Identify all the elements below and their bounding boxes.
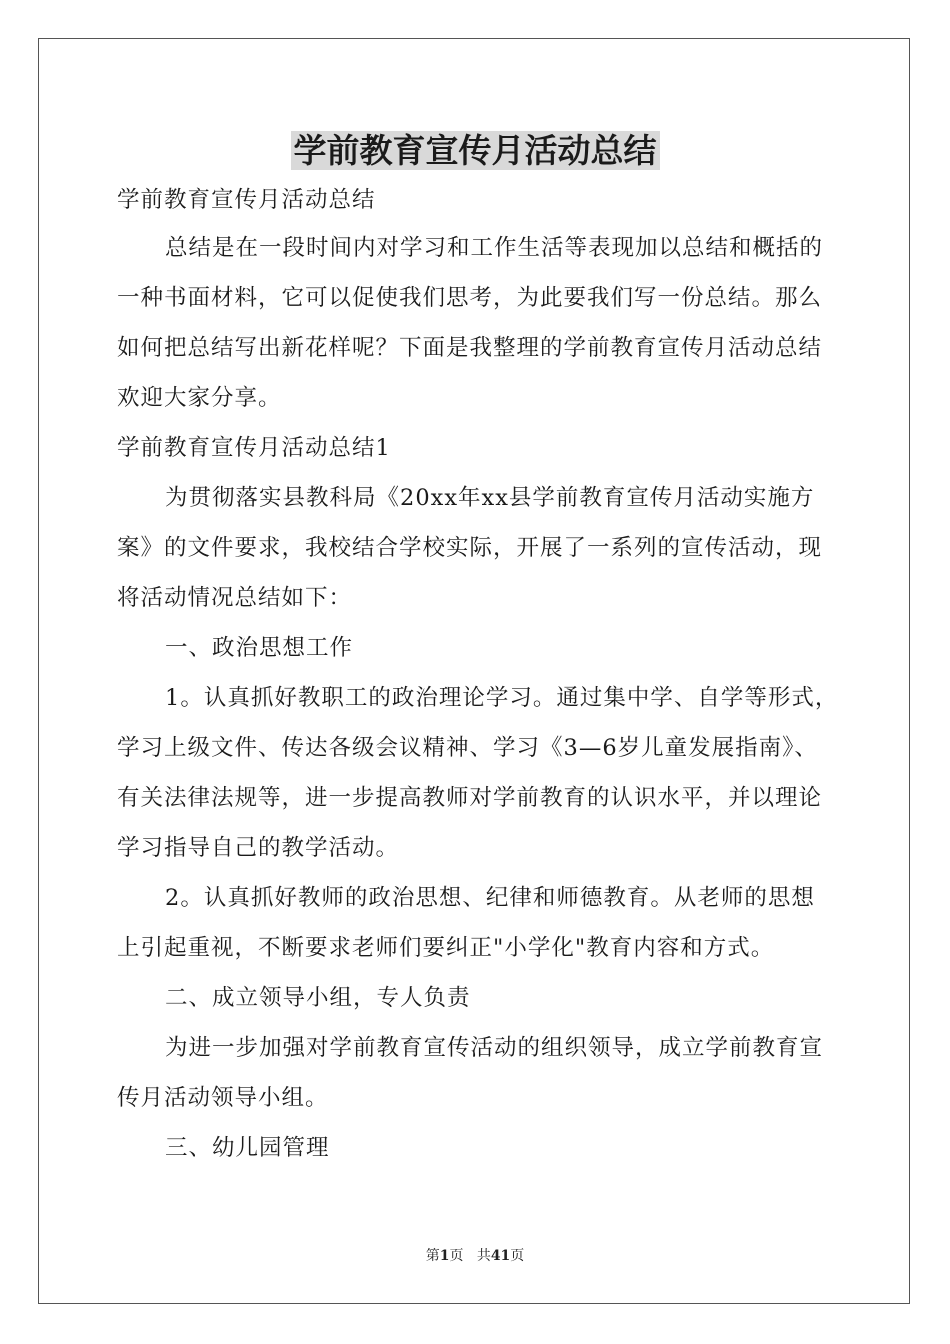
body-line: 欢迎大家分享。 xyxy=(117,385,282,411)
body-line: 学习上级文件、传达各级会议精神、学习《3—6岁儿童发展指南》、 xyxy=(117,735,818,761)
section-heading: 学前教育宣传月活动总结1 xyxy=(117,435,391,461)
body-line: 一种书面材料，它可以促使我们思考，为此要我们写一份总结。那么 xyxy=(117,285,823,311)
page-suffix: 页 xyxy=(449,1248,464,1264)
document-title-text: 学前教育宣传月活动总结 xyxy=(291,131,660,170)
body-line: 学前教育宣传月活动总结 xyxy=(117,187,376,213)
page-border xyxy=(38,38,910,1304)
section-heading: 二、成立领导小组，专人负责 xyxy=(165,985,471,1011)
section-heading: 三、幼儿园管理 xyxy=(165,1135,330,1161)
body-line: 为进一步加强对学前教育宣传活动的组织领导，成立学前教育宣 xyxy=(165,1035,824,1061)
body-line: 上引起重视，不断要求老师们要纠正"小学化"教育内容和方式。 xyxy=(117,935,775,961)
body-line: 学习指导自己的教学活动。 xyxy=(117,835,400,861)
document-title xyxy=(0,124,950,178)
body-line: 1。认真抓好教职工的政治理论学习。通过集中学、自学等形式， xyxy=(165,685,839,711)
body-line: 传月活动领导小组。 xyxy=(117,1085,329,1111)
page-footer xyxy=(0,1246,950,1266)
page-total: 41 xyxy=(490,1248,511,1264)
body-line: 案》的文件要求，我校结合学校实际，开展了一系列的宣传活动，现 xyxy=(117,535,823,561)
page-current: 1 xyxy=(439,1248,450,1264)
body-line: 如何把总结写出新花样呢？下面是我整理的学前教育宣传月活动总结 xyxy=(117,335,823,361)
section-heading: 一、政治思想工作 xyxy=(165,635,354,661)
total-prefix: 共 xyxy=(476,1248,491,1264)
total-suffix: 页 xyxy=(510,1248,525,1264)
body-line: 将活动情况总结如下： xyxy=(117,585,353,611)
body-line: 为贯彻落实县教科局《20xx年xx县学前教育宣传月活动实施方 xyxy=(165,485,815,511)
body-line: 总结是在一段时间内对学习和工作生活等表现加以总结和概括的 xyxy=(165,235,824,261)
body-line: 有关法律法规等，进一步提高教师对学前教育的认识水平，并以理论 xyxy=(117,785,823,811)
page-prefix: 第 xyxy=(425,1248,440,1264)
body-line: 2。认真抓好教师的政治思想、纪律和师德教育。从老师的思想 xyxy=(165,885,815,911)
